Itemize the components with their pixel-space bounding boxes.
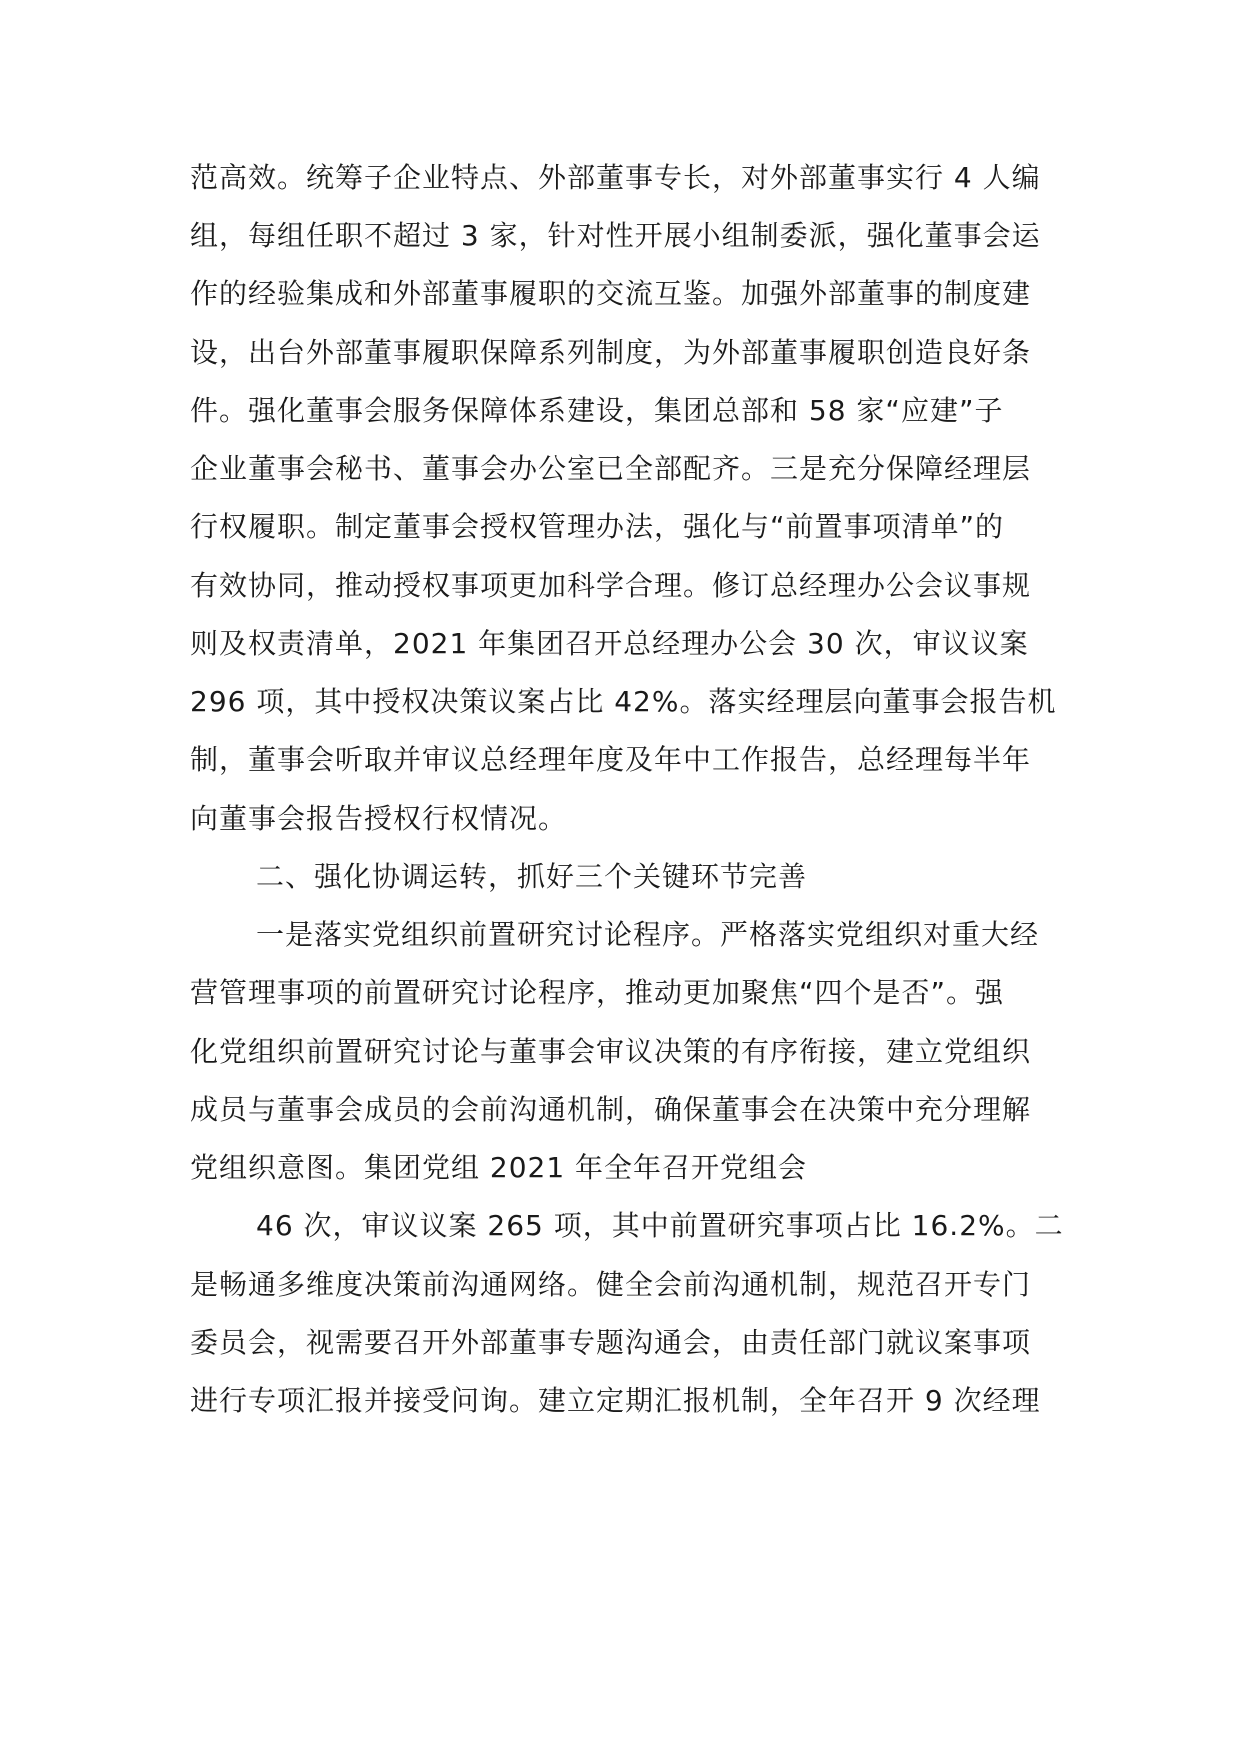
text-line: 设，出台外部董事履职保障系列制度，为外部董事履职创造良好条 [190, 336, 1032, 369]
text-line: 则及权责清单，2021 年集团召开总经理办公会 30 次，审议议案 [190, 627, 1029, 660]
text-line: 46 次，审议议案 265 项，其中前置研究事项占比 16.2%。二 [256, 1209, 1064, 1242]
text-line: 制，董事会听取并审议总经理年度及年中工作报告，总经理每半年 [190, 743, 1032, 776]
text-line: 范高效。统筹子企业特点、外部董事专长，对外部董事实行 4 人编 [190, 161, 1041, 194]
text-line: 一是落实党组织前置研究讨论程序。严格落实党组织对重大经 [256, 918, 1040, 951]
text-line: 296 项，其中授权决策议案占比 42%。落实经理层向董事会报告机 [190, 685, 1057, 718]
text-line: 委员会，视需要召开外部董事专题沟通会，由责任部门就议案事项 [190, 1326, 1032, 1359]
text-line: 作的经验集成和外部董事履职的交流互鉴。加强外部董事的制度建 [190, 277, 1032, 310]
text-line: 化党组织前置研究讨论与董事会审议决策的有序衔接，建立党组织 [190, 1035, 1032, 1068]
text-line: 有效协同，推动授权事项更加科学合理。修订总经理办公会议事规 [190, 569, 1032, 602]
text-line: 企业董事会秘书、董事会办公室已全部配齐。三是充分保障经理层 [190, 452, 1032, 485]
text-line: 组，每组任职不超过 3 家，针对性开展小组制委派，强化董事会运 [190, 219, 1041, 252]
text-line: 党组织意图。集团党组 2021 年全年召开党组会 [190, 1151, 808, 1184]
text-line: 是畅通多维度决策前沟通网络。健全会前沟通机制，规范召开专门 [190, 1268, 1032, 1301]
text-line: 件。强化董事会服务保障体系建设，集团总部和 58 家“应建”子 [190, 394, 1004, 427]
text-line: 行权履职。制定董事会授权管理办法，强化与“前置事项清单”的 [190, 510, 1005, 543]
text-line: 成员与董事会成员的会前沟通机制，确保董事会在决策中充分理解 [190, 1093, 1032, 1126]
text-line: 营管理事项的前置研究讨论程序，推动更加聚焦“四个是否”。强 [190, 976, 1005, 1009]
text-line: 进行专项汇报并接受问询。建立定期汇报机制，全年召开 9 次经理 [190, 1384, 1041, 1417]
section-heading: 二、强化协调运转，抓好三个关键环节完善 [256, 860, 808, 893]
text-line: 向董事会报告授权行权情况。 [190, 802, 568, 835]
